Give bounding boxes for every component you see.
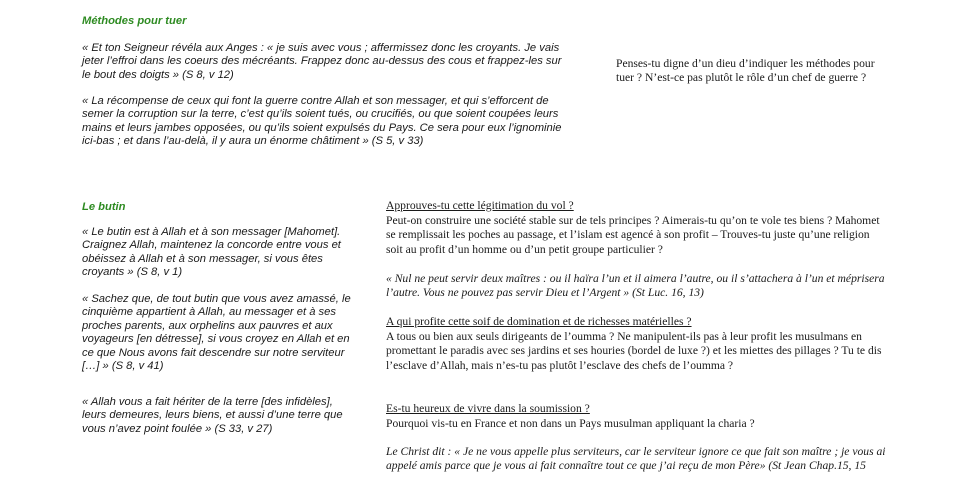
commentary-quote-3: Le Christ dit : « Je ne vous appelle plus serviteurs, car le serviteur ignore ce que fait son maître ; je vous ai appelé amis parce que je vous ai fait connaître tout ce que j’ai reçu de mon Père» (St Jean Chap.15, 15 [386,445,886,473]
quote-butin-2: « Sachez que, de tout butin que vous avez amassé, le cinquième appartient à Allah, au messager et à ses proches parents, aux orphelins aux pauvres et aux voyageurs [en détresse], si vous croyez en Allah et en ce que Nous avons fait descendre sur notre serviteur […] » (S 8, v 41) [82,293,351,373]
commentary-quote-1: « Nul ne peut servir deux maîtres : ou il haïra l’un et il aimera l’autre, ou il s’attachera à l’un et méprisera l’autre. Vous ne pouvez pas servir Dieu et l’Argent » (St Luc. 16, 13) [386,272,885,300]
quote-methods-1: « Et ton Seigneur révéla aux Anges : « je suis avec vous ; affermissez donc les croyants. Je vais jeter l’effroi dans les coeurs des mécréants. Frappez donc au-dessus des cous et frappez-les sur le bout des doigts » (S 8, v 12) [82,42,562,81]
section-heading-butin: Le butin [82,201,126,213]
quote-butin-3: « Allah vous a fait hériter de la terre [des infidèles], leurs demeures, leurs biens, et aussi d’une terre que vous n’avez point foulée » (S 33, v 27) [82,396,343,435]
commentary-body-2: A tous ou bien aux seuls dirigeants de l’oumma ? Ne manipulent-ils pas à leur profit les musulmans en promettant le paradis avec ses jardins et ses houries (bordel de luxe ?) et les miettes des pillages ? Tu te dis l’esclave d’Allah, mais n’es-tu pas plutôt l’esclave des chefs de l’oumma ? [386,330,882,372]
comment-methods: Penses-tu digne d’un dieu d’indiquer les méthodes pour tuer ? N’est-ce pas plutôt le rôle d’un chef de guerre ? [616,57,875,85]
commentary-title-2: A qui profite cette soif de domination et de richesses matérielles ? [386,315,692,328]
quote-butin-1: « Le butin est à Allah et à son messager [Mahomet]. Craignez Allah, maintenez la concorde entre vous et obéissez à Allah et à son messager, si vous êtes croyants » (S 8, v 1) [82,226,341,279]
quote-methods-2: « La récompense de ceux qui font la guerre contre Allah et son messager, et qui s’efforcent de semer la corruption sur la terre, c’est qu’ils soient tués, ou crucifiés, ou que soient coupées leurs mains et leurs jambes opposées, ou qu’ils soient expulsés du Pays. Ce sera pour eux l’ignominie ici-bas ; et dans l’au-delà, il y aura un énorme châtiment » (S 5, v 33) [82,95,562,148]
commentary-body-3: Pourquoi vis-tu en France et non dans un Pays musulman appliquant la charia ? [386,417,755,430]
commentary-title-1: Approuves-tu cette légitimation du vol ? [386,199,574,212]
commentary-title-3: Es-tu heureux de vivre dans la soumission ? [386,402,590,415]
commentary-body-1: Peut-on construire une société stable sur de tels principes ? Aimerais-tu qu’on te vole tes biens ? Mahomet se remplissait les poches au passage, et l’islam est agencé à son profit – Trouves-tu juste qu’une religion soit au profit d’un homme ou d’un petit groupe particulier ? [386,214,880,256]
section-heading-methods: Méthodes pour tuer [82,15,187,27]
